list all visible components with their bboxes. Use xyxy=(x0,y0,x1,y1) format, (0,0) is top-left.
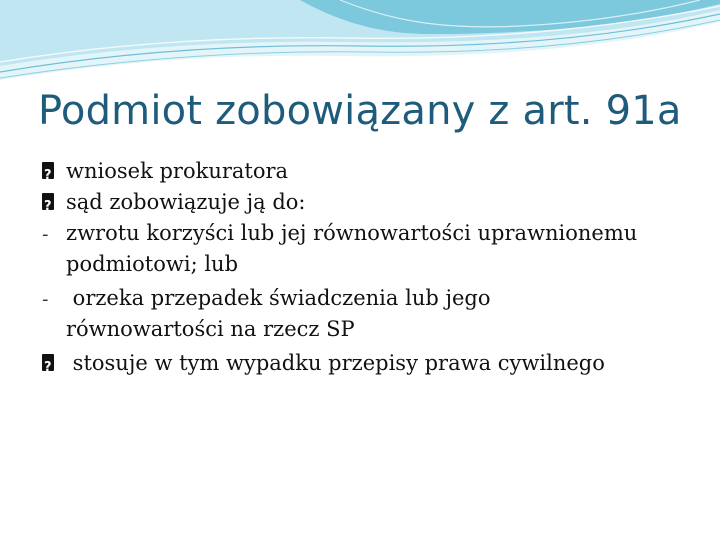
dash-marker: - xyxy=(42,289,49,310)
list-item-text-continued: równowartości na rzecz SP xyxy=(66,317,355,341)
missing-glyph-icon xyxy=(42,187,64,219)
missing-glyph-icon xyxy=(42,156,64,188)
list-item-text: sąd zobowiązuje ją do: xyxy=(66,190,306,214)
list-item xyxy=(42,348,692,379)
list-item xyxy=(42,187,692,218)
list-item-text-continued: podmiotowi; lub xyxy=(66,252,239,276)
list-item xyxy=(42,283,692,345)
slide-body xyxy=(42,156,692,379)
list-item-text: stosuje w tym wypadku przepisy prawa cywilnego xyxy=(66,351,605,375)
list-item xyxy=(42,218,692,280)
list-item-text: zwrotu korzyści lub jej równowartości uprawnionemu xyxy=(66,221,638,245)
list-item-text: wniosek prokuratora xyxy=(66,159,289,183)
missing-glyph-icon xyxy=(42,348,64,380)
dash-marker: - xyxy=(42,224,49,245)
list-item xyxy=(42,156,692,187)
slide-title: Podmiot zobowiązany z art. 91a xyxy=(38,88,682,134)
decorative-wave-header xyxy=(0,0,720,90)
list-item-text: orzeka przepadek świadczenia lub jego xyxy=(66,286,491,310)
